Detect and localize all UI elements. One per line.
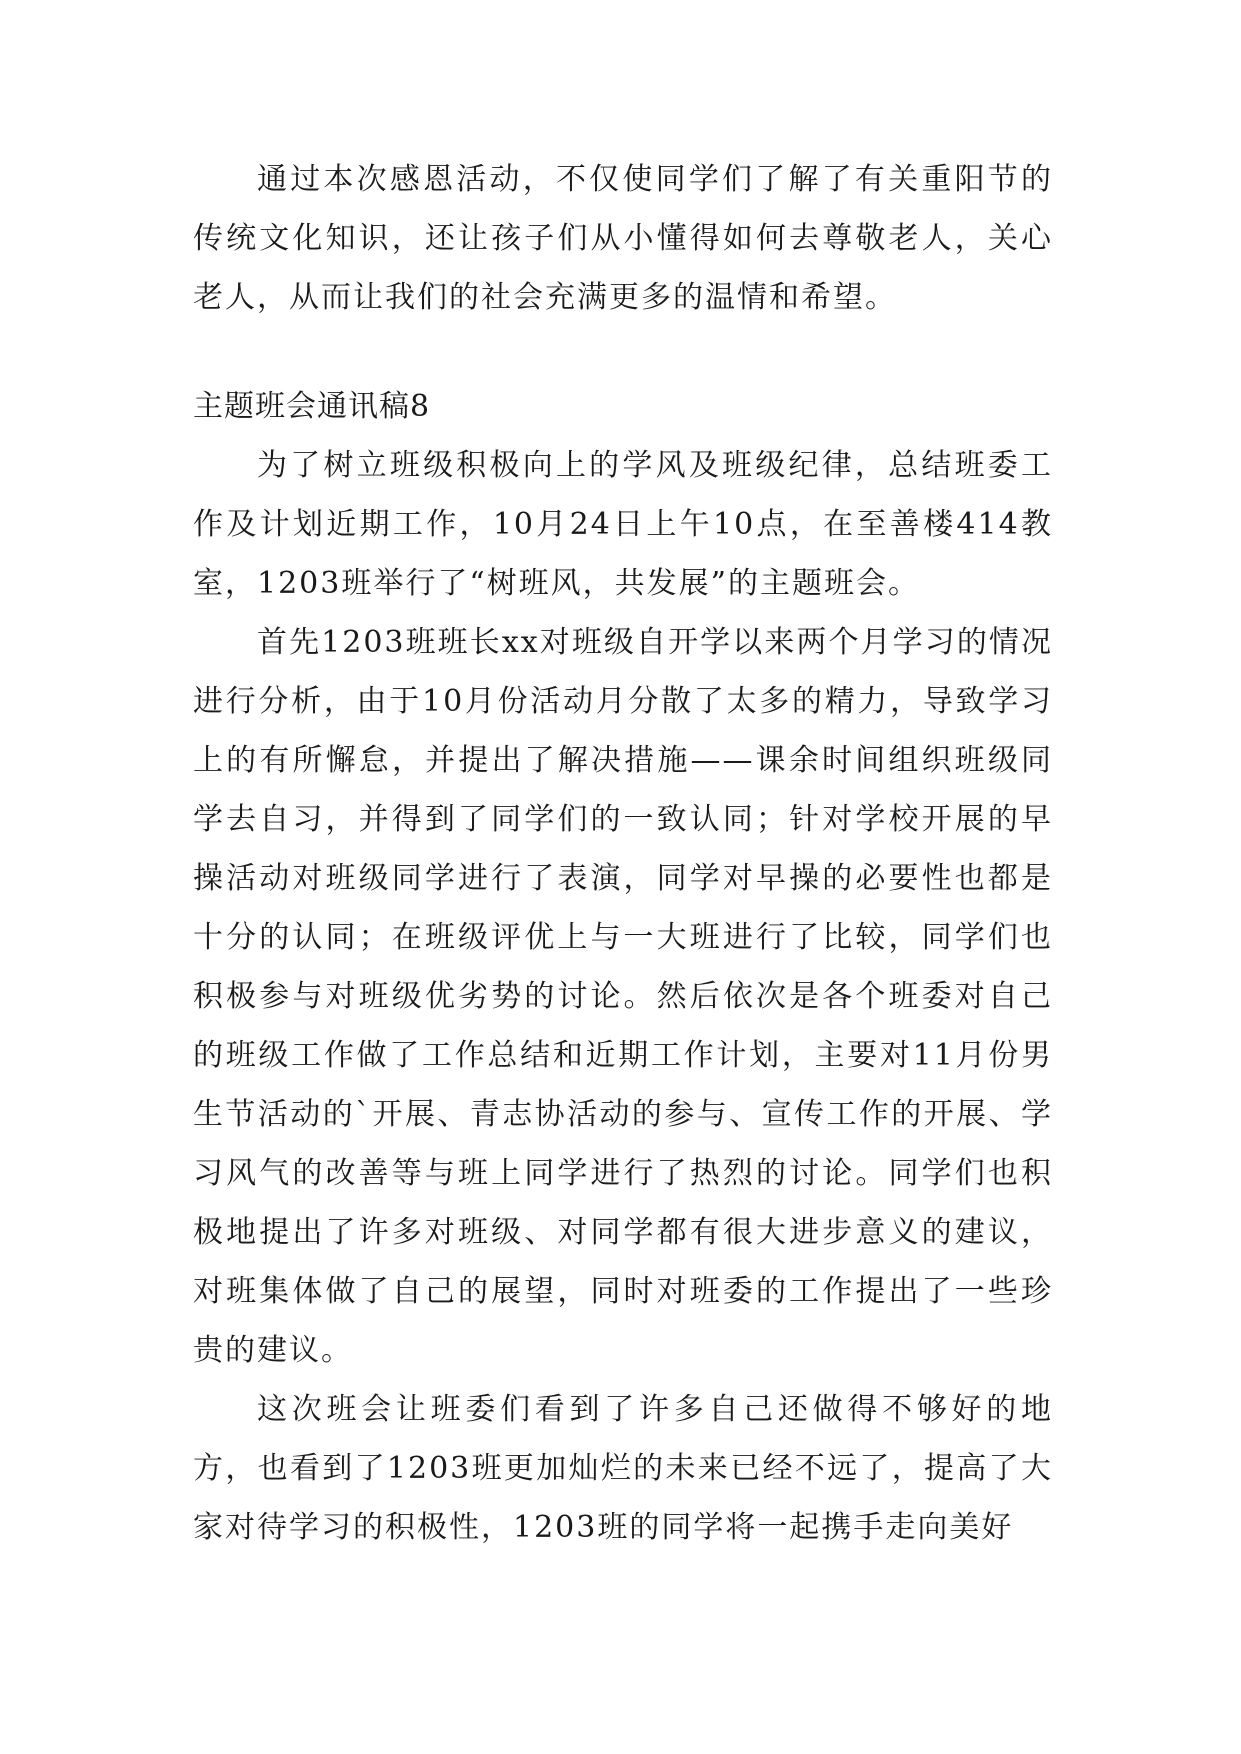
- intro-paragraph: 通过本次感恩活动，不仅使同学们了解了有关重阳节的传统文化知识，还让孩子们从小懂得如何去尊敬老人，关心老人，从而让我们的社会充满更多的温情和希望。: [193, 162, 1053, 315]
- document-body: [193, 150, 1053, 1557]
- body-paragraph-1: 为了树立班级积极向上的学风及班级纪律，总结班委工作及计划近期工作，10月24日上午10点，在至善楼414教室，1203班举行了“树班风，共发展”的主题班会。: [193, 448, 1053, 601]
- body-paragraph-3: 这次班会让班委们看到了许多自己还做得不够好的地方，也看到了1203班更加灿烂的未来已经不远了，提高了大家对待学习的积极性，1203班的同学将一起携手走向美好: [193, 1392, 1053, 1545]
- section-title: 主题班会通讯稿8: [193, 389, 431, 424]
- body-paragraph-2: 首先1203班班长xx对班级自开学以来两个月学习的情况进行分析，由于10月份活动月分散了太多的精力，导致学习上的有所懈怠，并提出了解决措施——课余时间组织班级同学去自习，并得到了同学们的一致认同；针对学校开展的早操活动对班级同学进行了表演，同学对早操的必要性也都是十分的认同；在班级评优上与一大班进行了比较，同学们也积极参与对班级优劣势的讨论。然后依次是各个班委对自己的班级工作做了工作总结和近期工作计划，主要对11月份男生节活动的`开展、青志协活动的参与、宣传工作的开展、学习风气的改善等与班上同学进行了热烈的讨论。同学们也积极地提出了许多对班级、对同学都有很大进步意义的建议，对班集体做了自己的展望，同时对班委的工作提出了一些珍贵的建议。: [193, 625, 1053, 1368]
